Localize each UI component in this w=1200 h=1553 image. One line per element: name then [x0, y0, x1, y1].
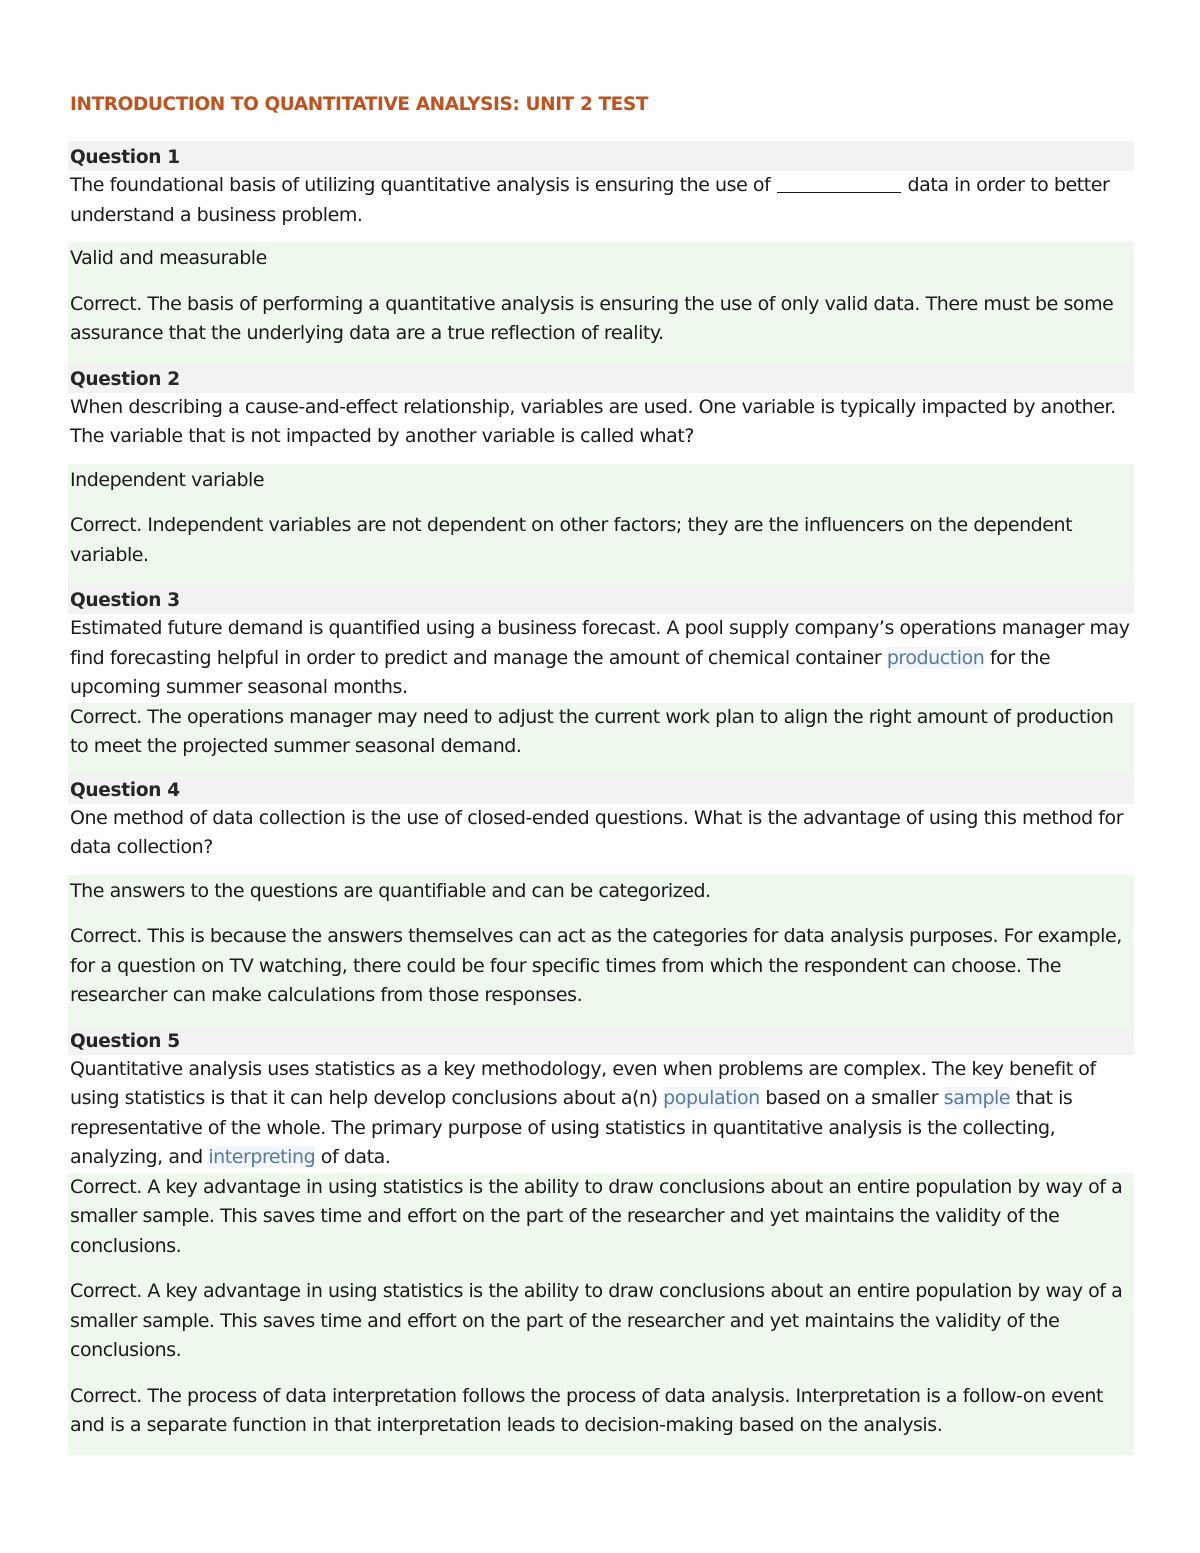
document-page [68, 94, 1134, 1455]
filled-answer-population: population [663, 1087, 760, 1109]
answer-box [68, 875, 1134, 1025]
answer-text: Independent variable [70, 468, 265, 491]
question-3 [68, 584, 1134, 774]
feedback-text: Correct. The basis of performing a quantitative analysis is ensuring the use of only valid data. There must be some assurance that the underlying data are a true reflection of reality. [70, 292, 1114, 344]
filled-answer-production: production [886, 646, 985, 669]
question-text: One method of data collection is the use of closed-ended questions. What is the advantage of using this method for data collection? [70, 806, 1124, 858]
question-text [68, 171, 1134, 242]
feedback-text: Correct. A key advantage in using statistics is the ability to draw conclusions about an entire population by way of a smaller sample. This saves time and effort on the part of the researcher and yet maintains the validity of the conclusions. [70, 1175, 1123, 1257]
question-text-part: for the upcoming summer seasonal months. [70, 646, 1051, 698]
answer-box [68, 1173, 1134, 1455]
question-text [68, 614, 1134, 703]
question-heading: Question 5 [68, 1025, 1134, 1055]
question-2 [68, 363, 1134, 585]
feedback-text: Correct. The process of data interpretation follows the process of data analysis. Interpretation is a follow-on event and is a separate function in that interpretation leads to decision-making based on the analysis. [70, 1384, 1104, 1436]
question-text-part: The foundational basis of utilizing quantitative analysis is ensuring the use of [70, 174, 776, 196]
filled-answer-sample: sample [943, 1087, 1011, 1109]
question-text [68, 1055, 1134, 1173]
answer-text: Valid and measurable [70, 247, 267, 269]
question-text-part: based on a smaller [759, 1087, 944, 1109]
feedback-text: Correct. This is because the answers themselves can act as the categories for data analysis purposes. For example, for a question on TV watching, there could be four specific times from which the respondent can choose. The researcher can make calculations from those responses. [70, 925, 1122, 1006]
question-text-part: Quantitative analysis uses statistics as a key methodology, even when problems are complex. The key benefit of using statistics is that it can help develop conclusions about a(n) [70, 1057, 1096, 1109]
feedback-text: Correct. The operations manager may need to adjust the current work plan to align the right amount of production to meet the projected summer seasonal demand. [70, 705, 1114, 757]
question-heading: Question 1 [68, 141, 1134, 171]
document-title: INTRODUCTION TO QUANTITATIVE ANALYSIS: UNIT 2 TEST [70, 94, 649, 115]
question-text-part: that is representative of the whole. The primary purpose of using statistics in quantitative analysis is the collecting, analyzing, and [70, 1087, 1073, 1168]
answer-box [68, 703, 1134, 774]
question-text: When describing a cause-and-effect relationship, variables are used. One variable is typically impacted by another. The variable that is not impacted by another variable is called what? [70, 395, 1116, 447]
fill-in-blank [777, 172, 901, 193]
answer-box [68, 242, 1134, 363]
question-1 [68, 141, 1134, 363]
feedback-text: Correct. A key advantage in using statistics is the ability to draw conclusions about an entire population by way of a smaller sample. This saves time and effort on the part of the researcher and yet maintains the validity of the conclusions. [70, 1280, 1123, 1361]
answer-box [68, 464, 1134, 585]
question-heading: Question 2 [68, 363, 1134, 393]
question-text-part: data in order to better understand a business problem. [70, 174, 1110, 226]
filled-answer-interpreting: interpreting [208, 1146, 316, 1168]
question-text-part: of data. [315, 1146, 391, 1168]
answer-text: The answers to the questions are quantifiable and can be categorized. [70, 879, 711, 902]
question-heading: Question 3 [68, 584, 1134, 614]
question-5 [68, 1025, 1134, 1455]
question-4 [68, 774, 1134, 1025]
question-text-part: Estimated future demand is quantified using a business forecast. A pool supply company’s operations manager may find forecasting helpful in order to predict and manage the amount of chemical container [70, 617, 1130, 669]
question-heading: Question 4 [68, 774, 1134, 804]
feedback-text: Correct. Independent variables are not dependent on other factors; they are the influencers on the dependent variable. [70, 514, 1073, 566]
